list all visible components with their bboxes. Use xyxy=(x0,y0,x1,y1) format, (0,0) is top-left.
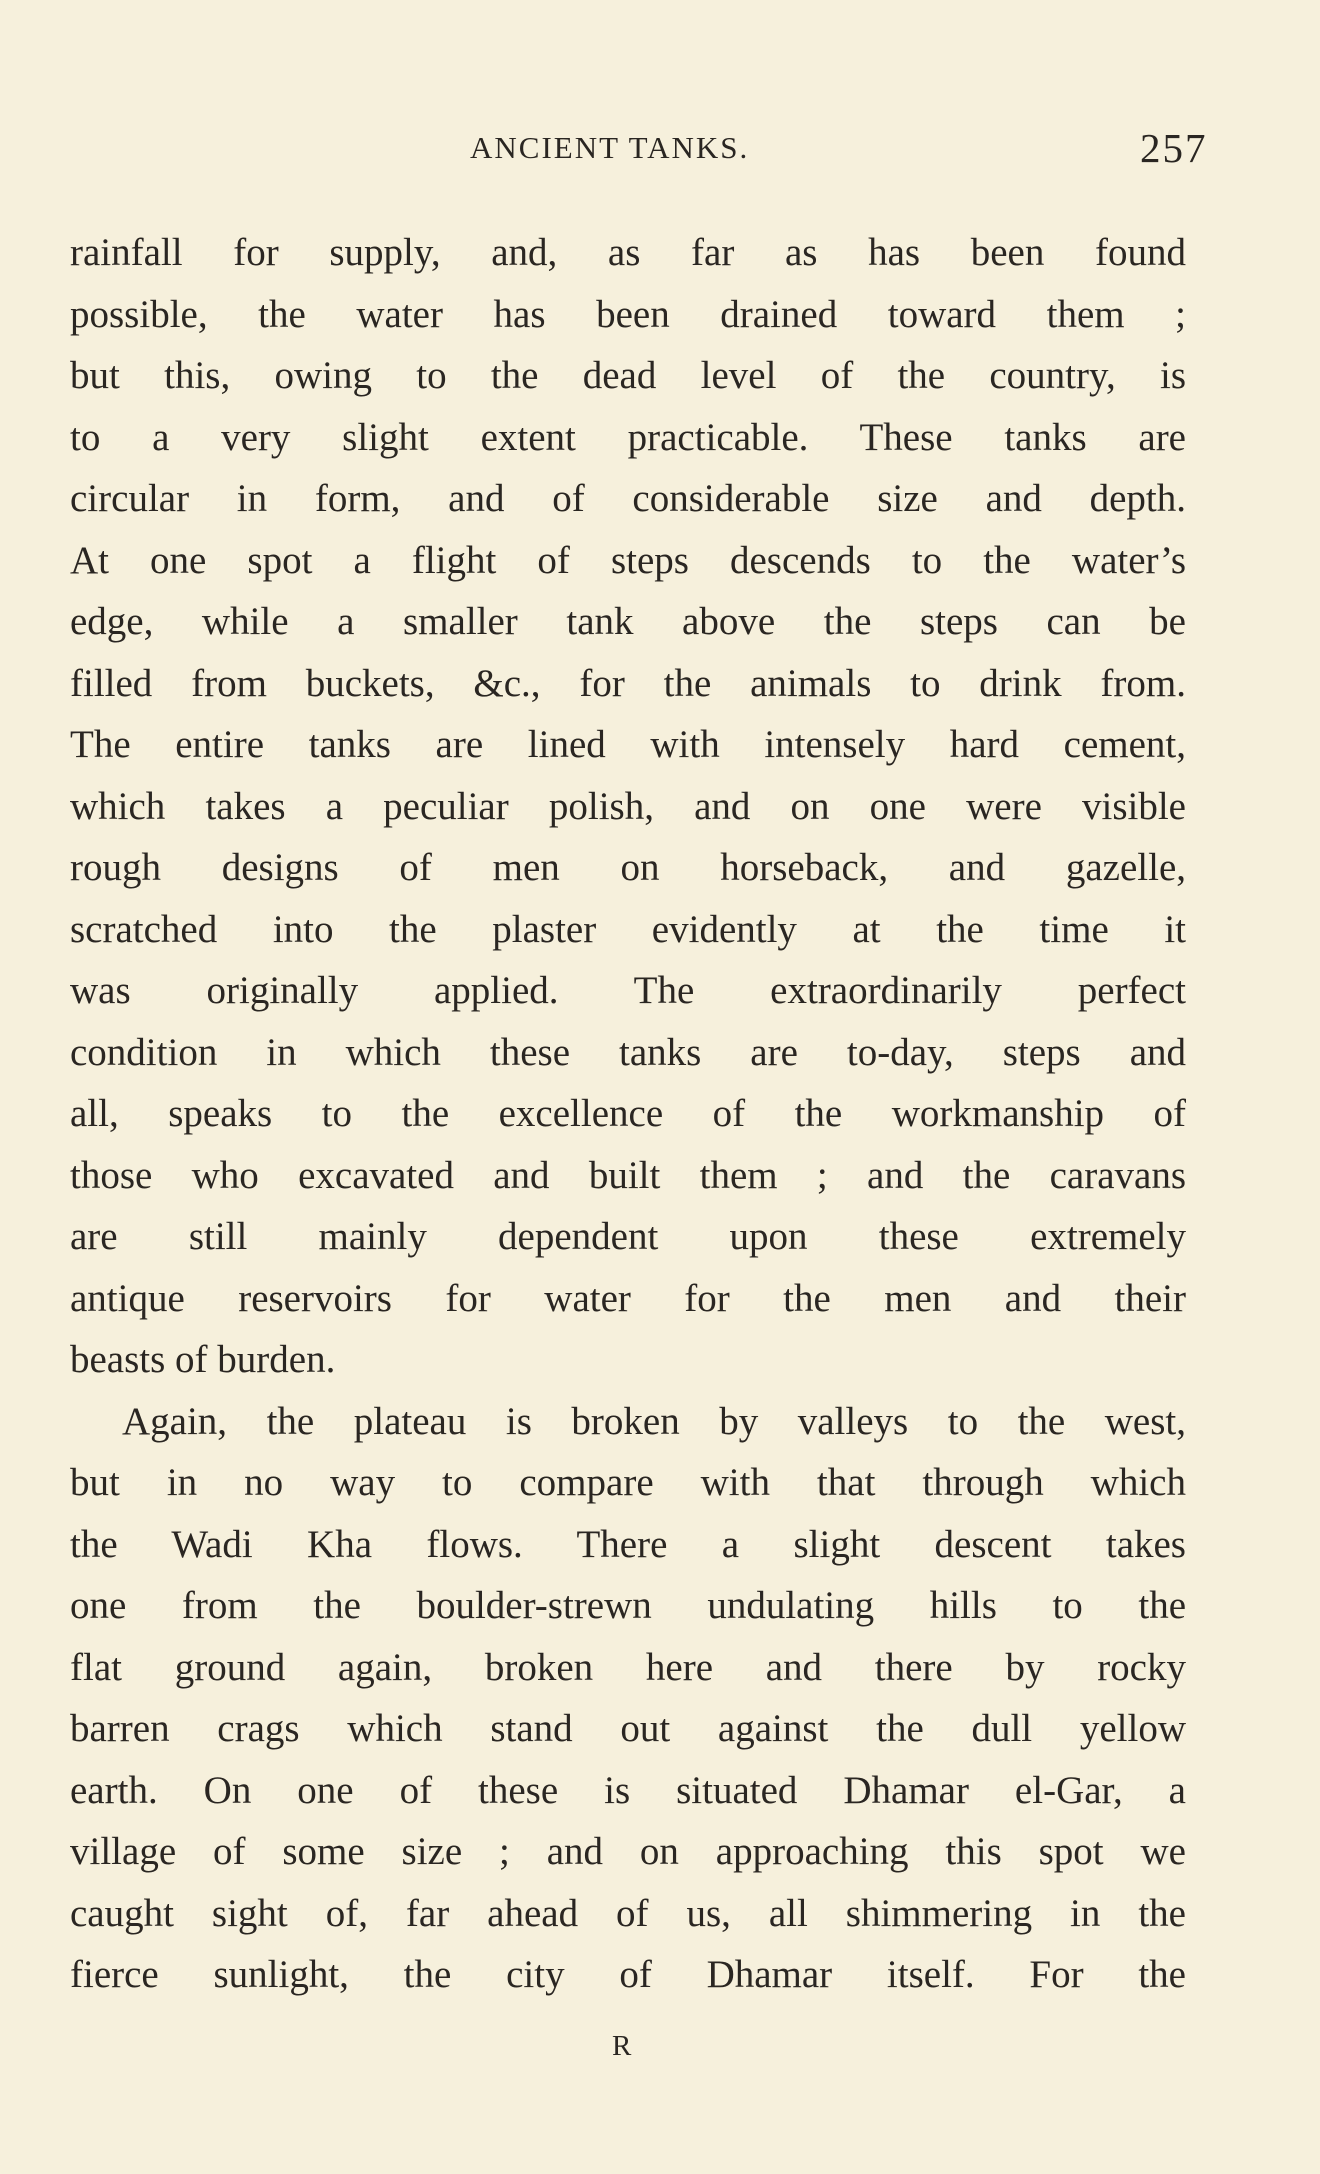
text-line: but in no way to compare with that through which xyxy=(70,1461,1186,1504)
text-line: rough designs of men on horseback, and gazelle, xyxy=(70,846,1186,889)
signature-mark: R xyxy=(612,2030,632,2062)
text-line: barren crags which stand out against the dull yellow xyxy=(70,1707,1186,1750)
running-title: ANCIENT TANKS. xyxy=(470,130,750,165)
text-line: are still mainly dependent upon these extremely xyxy=(70,1215,1186,1258)
text-line: At one spot a flight of steps descends to the water’s xyxy=(70,538,1186,582)
text-line: circular in form, and of considerable size and depth. xyxy=(70,477,1186,520)
running-header xyxy=(0,125,1320,180)
text-line: but this, owing to the dead level of the country, is xyxy=(70,354,1186,397)
body-text xyxy=(70,222,1186,2006)
text-line: filled from buckets, &c., for the animals to drink from. xyxy=(70,661,1186,705)
text-line: the Wadi Kha flows. There a slight descent takes xyxy=(70,1522,1186,1566)
text-line: to a very slight extent practicable. These tanks are xyxy=(70,415,1186,459)
text-line: fierce sunlight, the city of Dhamar itself. For the xyxy=(70,1953,1186,1996)
text-line: condition in which these tanks are to-day, steps and xyxy=(70,1030,1186,1074)
text-line: village of some size ; and on approaching this spot we xyxy=(70,1830,1186,1873)
text-line: beasts of burden. xyxy=(70,1338,336,1381)
text-line: flat ground again, broken here and there by rocky xyxy=(70,1645,1186,1689)
text-line: caught sight of, far ahead of us, all shimmering in the xyxy=(70,1891,1186,1935)
text-line: one from the boulder-strewn undulating hills to the xyxy=(70,1584,1186,1627)
text-line: The entire tanks are lined with intensely hard cement, xyxy=(70,723,1186,766)
text-line: Again, the plateau is broken by valleys to the west, xyxy=(122,1399,1186,1443)
text-line: edge, while a smaller tank above the steps can be xyxy=(70,600,1186,643)
text-line: earth. On one of these is situated Dhamar el-Gar, a xyxy=(70,1768,1186,1812)
text-line: scratched into the plaster evidently at the time it xyxy=(70,907,1186,951)
text-line: rainfall for supply, and, as far as has been found xyxy=(70,231,1186,274)
text-line: possible, the water has been drained toward them ; xyxy=(70,292,1186,336)
text-line: antique reservoirs for water for the men and their xyxy=(70,1276,1186,1320)
text-line: those who excavated and built them ; and the caravans xyxy=(70,1153,1186,1197)
text-line: which takes a peculiar polish, and on one were visible xyxy=(70,784,1186,828)
text-line: was originally applied. The extraordinarily perfect xyxy=(70,969,1186,1012)
text-line: all, speaks to the excellence of the workmanship of xyxy=(70,1092,1186,1135)
page-number: 257 xyxy=(1140,125,1208,171)
